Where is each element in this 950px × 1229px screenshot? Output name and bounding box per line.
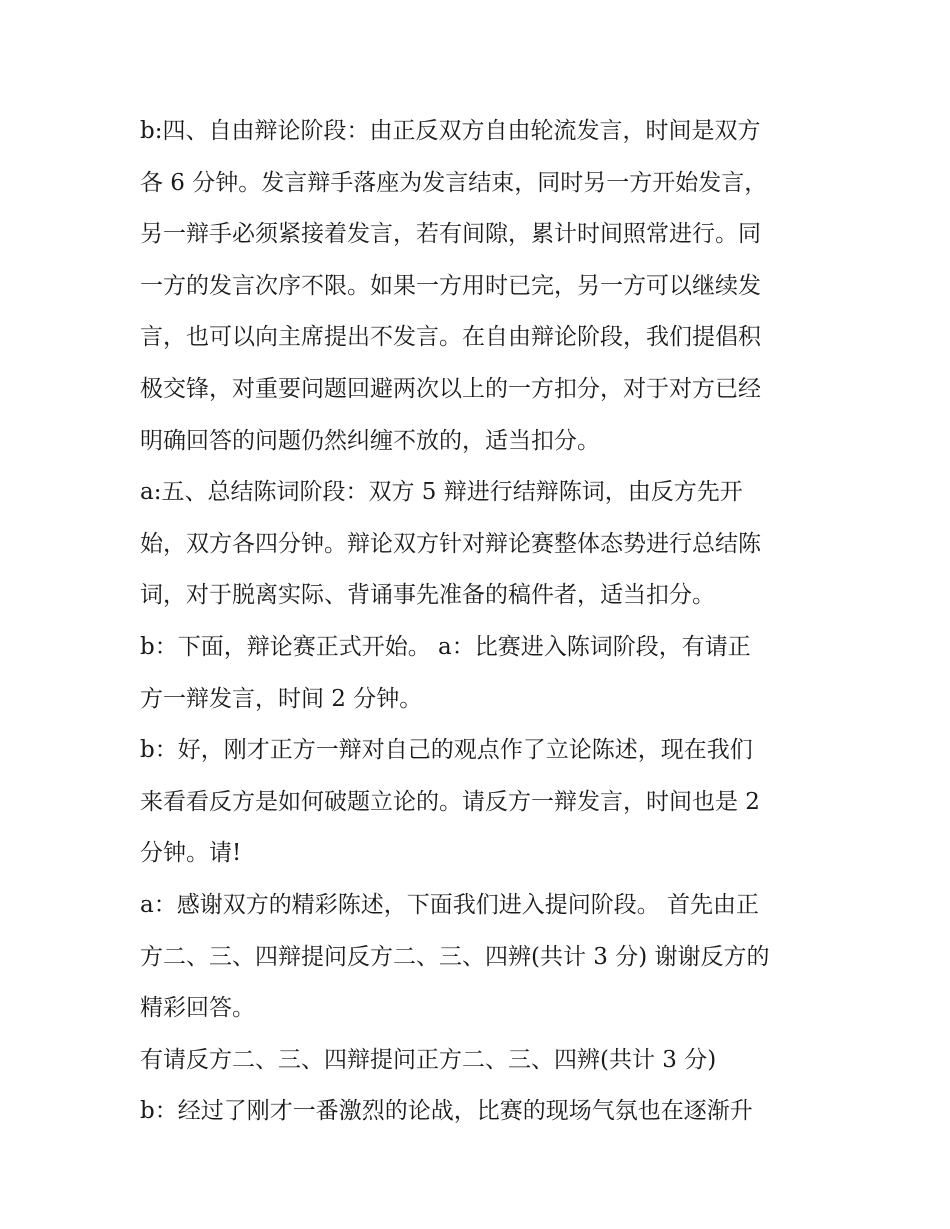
text-line: b：经过了刚才一番激烈的论战，比赛的现场气氛也在逐渐升 [140,1098,753,1125]
text-line: 明确回答的问题仍然纠缠不放的，适当扣分。 [140,427,600,454]
text-line: 精彩回答。 [140,995,255,1022]
text-line: 有请反方二、三、四辩提问正方二、三、四辨(共计 3 分) [140,1046,717,1073]
text-line: 来看看反方是如何破题立论的。请反方一辩发言，时间也是 2 [140,788,760,815]
text-line: 另一辩手必须紧接着发言，若有间隙，累计时间照常进行。同 [140,221,761,248]
text-line: a：感谢双方的精彩陈述，下面我们进入提问阶段。 首先由正 [140,891,760,918]
text-line: 分钟。请! [140,840,242,867]
text-line: 各 6 分钟。发言辩手落座为发言结束，同时另一方开始发言， [140,169,768,196]
text-line: 方二、三、四辩提问反方二、三、四辨(共计 3 分) 谢谢反方的 [140,943,770,970]
text-line: 一方的发言次序不限。如果一方用时已完，另一方可以继续发 [140,272,761,299]
text-line: b：好，刚才正方一辩对自己的观点作了立论陈述，现在我们 [140,737,753,764]
text-line: b：下面，辩论赛正式开始。 a：比赛进入陈词阶段，有请正 [140,633,751,660]
text-line: b:四、自由辩论阶段：由正反双方自由轮流发言，时间是双方 [140,118,761,144]
text-line: a:五、总结陈词阶段：双方 5 辩进行结辩陈词，由反方先开 [140,479,743,506]
text-line: 词，对于脱离实际、背诵事先准备的稿件者，适当扣分。 [140,582,715,609]
text-line: 始，双方各四分钟。辩论双方针对辩论赛整体态势进行总结陈 [140,530,761,557]
text-line: 言，也可以向主席提出不发言。在自由辩论阶段，我们提倡积 [140,324,761,351]
text-line: 方一辩发言，时间 2 分钟。 [140,685,423,712]
text-line: 极交锋，对重要问题回避两次以上的一方扣分，对于对方已经 [140,375,761,402]
body-text [140,106,820,1138]
